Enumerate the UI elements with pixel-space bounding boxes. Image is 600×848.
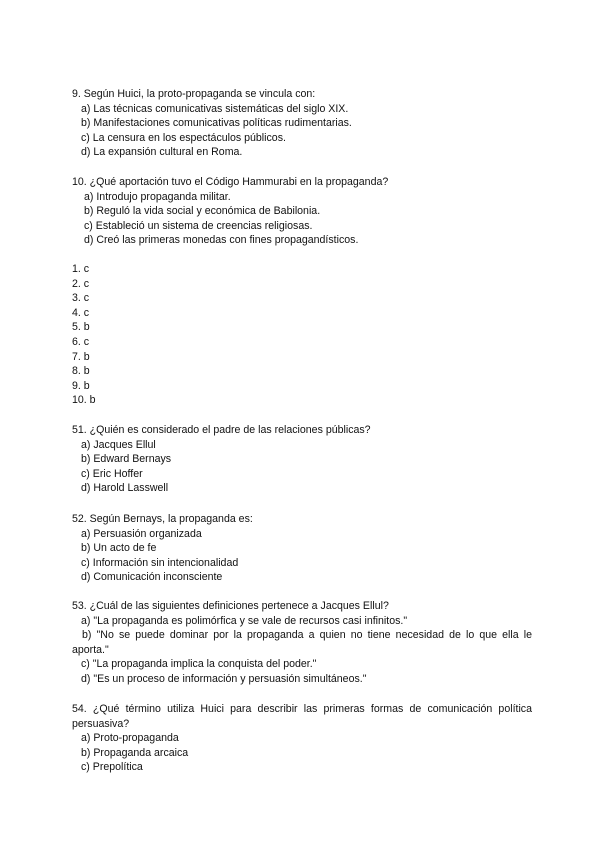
answer-item: 10. b bbox=[72, 394, 96, 407]
option-d: d) Harold Lasswell bbox=[81, 482, 169, 495]
option-c: c) "La propaganda implica la conquista del poder." bbox=[81, 658, 317, 671]
option-a: a) "La propaganda es polimórfica y se vale de recursos casi infinitos." bbox=[81, 614, 408, 627]
option-a: a) Proto-propaganda bbox=[81, 732, 179, 745]
option-a: a) Introdujo propaganda militar. bbox=[84, 190, 231, 203]
answer-item: 3. c bbox=[72, 292, 90, 305]
option-d: d) "Es un proceso de información y persuasión simultáneos." bbox=[81, 672, 367, 685]
question-52 bbox=[72, 512, 532, 585]
question-text: 10. ¿Qué aportación tuvo el Código Hammurabi en la propaganda? bbox=[72, 176, 389, 188]
answer-item: 8. b bbox=[72, 365, 90, 378]
option-a: a) Persuasión organizada bbox=[81, 527, 202, 540]
option-b: b) Reguló la vida social y económica de Babilonia. bbox=[84, 205, 321, 218]
answer-key bbox=[72, 262, 532, 408]
option-b: b) Propaganda arcaica bbox=[81, 746, 189, 759]
question-text: 54. ¿Qué término utiliza Huici para describir las primeras formas de comunicación política persuasiva? bbox=[72, 703, 532, 730]
answer-item: 7. b bbox=[72, 350, 90, 363]
answer-item: 1. c bbox=[72, 263, 90, 275]
option-d: d) Creó las primeras monedas con fines propagandísticos. bbox=[84, 234, 359, 247]
option-b: b) Edward Bernays bbox=[81, 453, 172, 466]
answer-item: 9. b bbox=[72, 379, 90, 392]
option-c: c) Eric Hoffer bbox=[81, 467, 143, 480]
option-c: c) Información sin intencionalidad bbox=[81, 556, 239, 569]
option-c: c) Prepolítica bbox=[81, 761, 143, 774]
question-10 bbox=[72, 175, 532, 248]
question-text: 53. ¿Cuál de las siguientes definiciones pertenece a Jacques Ellul? bbox=[72, 600, 389, 612]
question-54 bbox=[72, 702, 532, 775]
option-c: c) Estableció un sistema de creencias religiosas. bbox=[84, 219, 313, 232]
question-text: 9. Según Huici, la proto-propaganda se vincula con: bbox=[72, 88, 316, 100]
answer-item: 5. b bbox=[72, 321, 90, 334]
question-9 bbox=[72, 87, 532, 160]
option-b: b) Manifestaciones comunicativas políticas rudimentarias. bbox=[81, 117, 352, 130]
option-b: b) Un acto de fe bbox=[81, 542, 157, 555]
answer-item: 6. c bbox=[72, 335, 90, 348]
question-text: 51. ¿Quién es considerado el padre de las relaciones públicas? bbox=[72, 424, 371, 436]
question-51 bbox=[72, 423, 532, 496]
answer-item: 2. c bbox=[72, 277, 90, 290]
answer-item: 4. c bbox=[72, 306, 90, 319]
option-a: a) Jacques Ellul bbox=[81, 438, 156, 451]
question-text: 52. Según Bernays, la propaganda es: bbox=[72, 513, 253, 525]
option-d: d) La expansión cultural en Roma. bbox=[81, 146, 243, 159]
option-d: d) Comunicación inconsciente bbox=[81, 571, 223, 584]
question-53 bbox=[72, 599, 532, 687]
option-b: b) "No se puede dominar por la propaganda a quien no tiene necesidad de lo que ella le aporta." bbox=[72, 629, 532, 656]
option-a: a) Las técnicas comunicativas sistemáticas del siglo XIX. bbox=[81, 102, 349, 115]
option-c: c) La censura en los espectáculos públicos. bbox=[81, 131, 286, 144]
